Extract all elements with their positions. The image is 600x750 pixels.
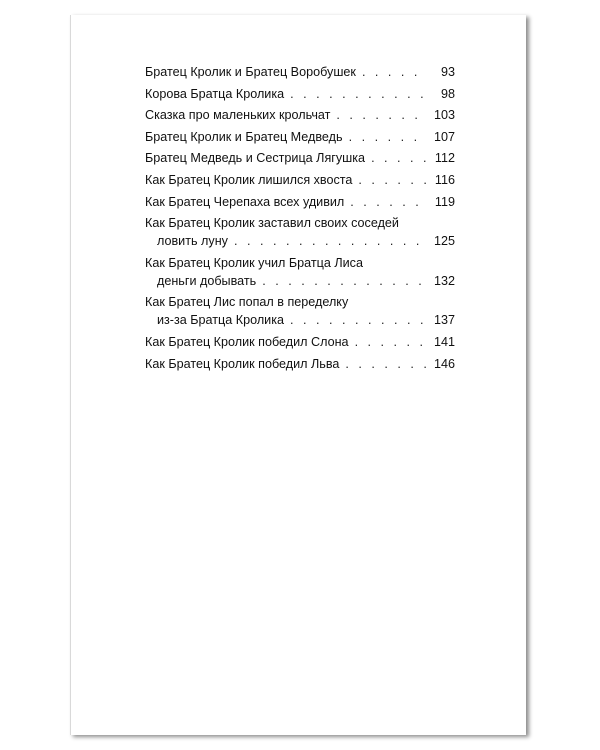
toc-title: Как Братец Кролик заставил своих соседей [145, 216, 399, 231]
toc-page-number: 119 [434, 194, 455, 209]
toc-entry [145, 63, 455, 81]
toc-entry [145, 355, 455, 373]
toc-title: Как Братец Кролик победил Слона [145, 334, 349, 349]
toc-entry [145, 193, 455, 211]
dot-leader [345, 355, 427, 373]
dot-leader [290, 85, 427, 103]
toc-page-number: 132 [433, 273, 455, 288]
toc-entry [145, 333, 455, 351]
toc-entry [145, 171, 455, 189]
dot-leader [358, 171, 427, 189]
toc-page-number: 98 [440, 86, 455, 101]
dot-leader [371, 149, 427, 167]
toc-page-number: 116 [434, 172, 455, 187]
toc-entry [145, 254, 455, 290]
toc-page-number: 103 [433, 108, 455, 123]
toc-title: Братец Медведь и Сестрица Лягушка [145, 151, 366, 166]
toc-title: Как Братец Черепаха всех удивил [145, 194, 345, 209]
toc-title: Как Братец Кролик победил Льва [145, 356, 340, 371]
toc-title: Корова Братца Кролика [145, 86, 285, 101]
toc-page-number: 112 [434, 151, 455, 166]
toc-title-continued: деньги добывать [157, 273, 257, 288]
toc-page-number: 125 [433, 234, 455, 249]
toc-entry [145, 106, 455, 124]
toc-page-number: 137 [433, 313, 455, 328]
toc-page-number: 93 [440, 65, 455, 79]
toc-page-number: 146 [433, 356, 455, 371]
toc-title: Как Братец Кролик учил Братца Лиса [145, 255, 363, 270]
dot-leader [349, 128, 427, 146]
toc-entry [145, 214, 455, 250]
toc-entry [145, 149, 455, 167]
table-of-contents [145, 63, 455, 376]
dot-leader [234, 232, 427, 250]
toc-title-continued: из-за Братца Кролика [157, 313, 285, 328]
toc-title: Братец Кролик и Братец Воробушек [145, 65, 356, 79]
toc-entry [145, 128, 455, 146]
toc-title: Братец Кролик и Братец Медведь [145, 129, 343, 144]
dot-leader [350, 193, 427, 211]
toc-page-number: 141 [433, 334, 455, 349]
toc-title: Как Братец Кролик лишился хвоста [145, 172, 353, 187]
dot-leader [290, 311, 427, 329]
toc-entry [145, 85, 455, 103]
toc-title-continued: ловить луну [157, 234, 228, 249]
dot-leader [355, 333, 427, 351]
book-page [70, 15, 526, 735]
dot-leader [362, 63, 427, 81]
dot-leader [336, 106, 427, 124]
toc-page-number: 107 [433, 129, 455, 144]
toc-title: Сказка про маленьких крольчат [145, 108, 331, 123]
toc-entry [145, 293, 455, 329]
dot-leader [262, 272, 427, 290]
toc-title: Как Братец Лис попал в переделку [145, 295, 349, 310]
